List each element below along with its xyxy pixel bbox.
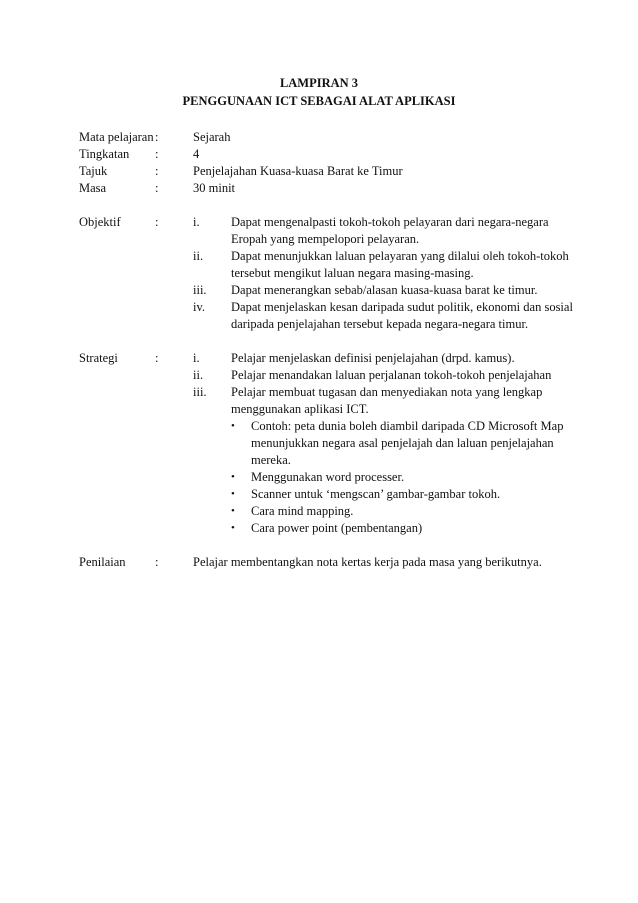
info-colon: : — [155, 130, 159, 144]
bullet-row — [0, 435, 638, 451]
penilaian-label: Penilaian — [79, 555, 126, 569]
strategi-item-number: i. — [193, 351, 200, 365]
bullet-text: Contoh: peta dunia boleh diambil daripada CD Microsoft Map — [251, 419, 564, 433]
objektif-item-text: Dapat menerangkan sebab/alasan kuasa-kuasa barat ke timur. — [231, 283, 538, 297]
bullet-row — [0, 520, 638, 536]
objektif-row-3 — [0, 248, 638, 264]
bullet-text: Scanner untuk ‘mengscan’ gambar-gambar tokoh. — [251, 487, 501, 501]
info-colon: : — [155, 181, 159, 195]
bullet-row — [0, 469, 638, 485]
strategi-item-text: Pelajar membuat tugasan dan menyediakan nota yang lengkap — [231, 385, 543, 399]
objektif-item-number: i. — [193, 215, 200, 229]
info-row-time — [0, 180, 638, 196]
info-label: Tingkatan — [79, 147, 130, 161]
info-colon: : — [155, 164, 159, 178]
page-subtitle: PENGGUNAAN ICT SEBAGAI ALAT APLIKASI — [182, 94, 456, 108]
objektif-item-number: iii. — [193, 283, 207, 297]
objektif-row-6 — [0, 299, 638, 315]
info-label: Mata pelajaran — [79, 130, 154, 144]
bullet-row — [0, 452, 638, 468]
strategi-item-number: iii. — [193, 385, 207, 399]
objektif-item-text: tersebut mengikut laluan negara masing-masing. — [231, 266, 474, 280]
info-value: 30 minit — [193, 181, 236, 195]
bullet-icon: • — [231, 420, 235, 432]
info-label: Masa — [79, 181, 107, 195]
penilaian-row — [0, 554, 638, 570]
strategi-item-text: Pelajar menjelaskan definisi penjelajahan (drpd. kamus). — [231, 351, 515, 365]
objektif-label: Objektif — [79, 215, 121, 229]
strategi-row-4 — [0, 401, 638, 417]
objektif-row-1 — [0, 214, 638, 230]
objektif-row-2 — [0, 231, 638, 247]
bullet-row — [0, 486, 638, 502]
bullet-text: Menggunakan word processer. — [251, 470, 405, 484]
info-row-topic — [0, 163, 638, 179]
bullet-text: mereka. — [251, 453, 291, 467]
bullet-text: menunjukkan negara asal penjelajah dan laluan penjelajahan — [251, 436, 554, 450]
info-row-subject — [0, 129, 638, 145]
penilaian-colon: : — [155, 555, 159, 569]
objektif-item-text: daripada penjelajahan tersebut kepada negara-negara timur. — [231, 317, 529, 331]
objektif-item-text: Dapat menjelaskan kesan daripada sudut politik, ekonomi dan sosial — [231, 300, 573, 314]
penilaian-value: Pelajar membentangkan nota kertas kerja pada masa yang berikutnya. — [193, 555, 542, 569]
bullet-text: Cara power point (pembentangan) — [251, 521, 423, 535]
bullet-row — [0, 503, 638, 519]
strategi-item-text: menggunakan aplikasi ICT. — [231, 402, 369, 416]
strategi-row-3 — [0, 384, 638, 400]
objektif-item-number: iv. — [193, 300, 206, 314]
page-title: LAMPIRAN 3 — [279, 76, 359, 90]
bullet-icon: • — [231, 488, 235, 500]
info-value: 4 — [193, 147, 200, 161]
info-row-level — [0, 146, 638, 162]
info-colon: : — [155, 147, 159, 161]
info-value: Penjelajahan Kuasa-kuasa Barat ke Timur — [193, 164, 403, 178]
objektif-row-5 — [0, 282, 638, 298]
strategi-item-text: Pelajar menandakan laluan perjalanan tokoh-tokoh penjelajahan — [231, 368, 552, 382]
strategi-item-number: ii. — [193, 368, 204, 382]
objektif-row-7 — [0, 316, 638, 332]
objektif-item-text: Dapat mengenalpasti tokoh-tokoh pelayaran dari negara-negara — [231, 215, 549, 229]
info-value: Sejarah — [193, 130, 231, 144]
bullet-icon: • — [231, 505, 235, 517]
info-label: Tajuk — [79, 164, 108, 178]
objektif-row-4 — [0, 265, 638, 281]
strategi-row-2 — [0, 367, 638, 383]
objektif-colon: : — [155, 215, 159, 229]
bullet-icon: • — [231, 522, 235, 534]
objektif-item-number: ii. — [193, 249, 204, 263]
bullet-icon: • — [231, 471, 235, 483]
strategi-row-1 — [0, 350, 638, 366]
objektif-item-text: Eropah yang mempelopori pelayaran. — [231, 232, 420, 246]
strategi-label: Strategi — [79, 351, 118, 365]
objektif-item-text: Dapat menunjukkan laluan pelayaran yang dilalui oleh tokoh-tokoh — [231, 249, 569, 263]
bullet-row — [0, 418, 638, 434]
bullet-text: Cara mind mapping. — [251, 504, 354, 518]
strategi-colon: : — [155, 351, 159, 365]
